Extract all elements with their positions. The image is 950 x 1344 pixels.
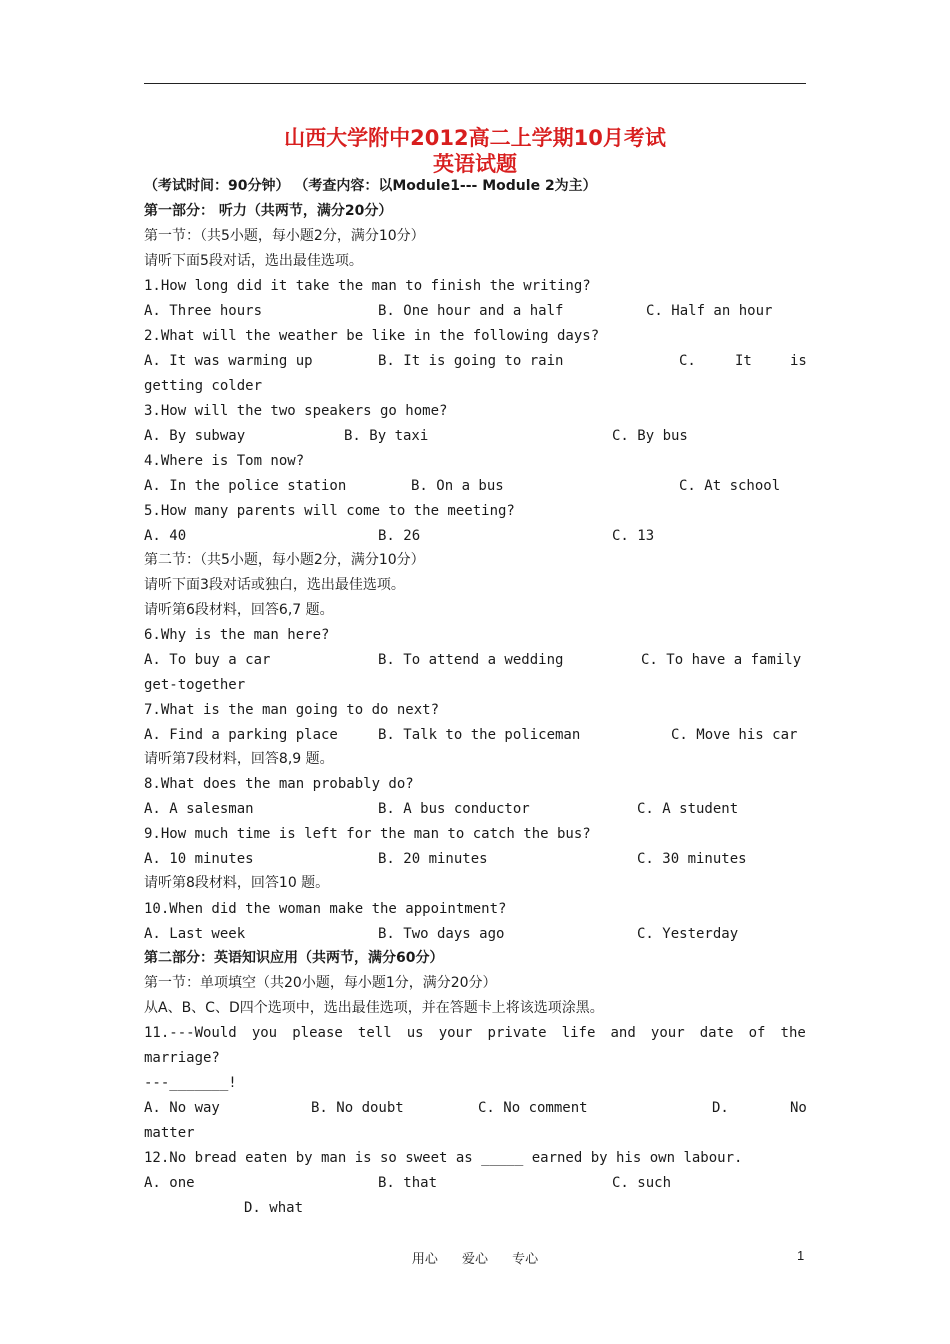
section1-instructions: 请听下面5段对话，选出最佳选项。 (144, 253, 363, 269)
q11-word: your (438, 1025, 473, 1041)
q12-option-c: C. such (612, 1175, 672, 1191)
question-10-stem: 10.When did the woman make the appointment? (144, 901, 507, 917)
section2-heading: 第二节：（共5小题，每小题2分，满分10分） (144, 552, 425, 568)
q8-option-a: A. A salesman (144, 801, 254, 817)
page-number: 1 (797, 1248, 805, 1263)
q9-option-a: A. 10 minutes (144, 851, 254, 867)
q3-option-b: B. By taxi (344, 428, 429, 444)
q3-option-c: C. By bus (612, 428, 688, 444)
q11-word: and (610, 1025, 636, 1041)
q8-option-b: B. A bus conductor (378, 801, 530, 817)
question-4-stem: 4.Where is Tom now? (144, 453, 305, 469)
question-12-stem: 12.No bread eaten by man is so sweet as _____ earned by his own labour. (144, 1150, 743, 1166)
question-1-stem: 1.How long did it take the man to finish the writing? (144, 278, 591, 294)
q4-option-c: C. At school (679, 478, 781, 494)
q10-option-b: B. Two days ago (378, 926, 505, 942)
material-8-instruction: 请听第8段材料，回答10 题。 (144, 875, 330, 891)
q2-option-c-word2: is (790, 353, 807, 369)
q11-answer-blank: ---_______! (144, 1075, 237, 1091)
q11-word: your (650, 1025, 685, 1041)
question-3-stem: 3.How will the two speakers go home? (144, 403, 448, 419)
q11-word: you (251, 1025, 278, 1041)
q11-option-c: C. No comment (478, 1100, 588, 1116)
q3-option-a: A. By subway (144, 428, 246, 444)
question-7-stem: 7.What is the man going to do next? (144, 702, 440, 718)
q8-option-c: C. A student (637, 801, 739, 817)
section1-heading: 第一节：（共5小题，每小题2分，满分10分） (144, 228, 425, 244)
q6-option-c: C. To have a family (641, 652, 802, 668)
q7-option-b: B. Talk to the policeman (378, 727, 581, 743)
q11-word: please (292, 1025, 343, 1041)
q2-option-c-continued: getting colder (144, 378, 263, 394)
subject-title: 英语试题 (433, 152, 517, 176)
q7-option-a: A. Find a parking place (144, 727, 338, 743)
q2-option-a: A. It was warming up (144, 353, 313, 369)
question-6-stem: 6.Why is the man here? (144, 627, 330, 643)
q12-option-a: A. one (144, 1175, 195, 1191)
header-rule (144, 83, 806, 84)
q11-word: private (487, 1025, 547, 1041)
question-8-stem: 8.What does the man probably do? (144, 776, 414, 792)
material-6-instruction: 请听第6段材料，回答6,7 题。 (144, 602, 334, 618)
q11-word: of (748, 1025, 766, 1041)
q9-option-b: B. 20 minutes (378, 851, 488, 867)
q2-option-c-word1: It (735, 353, 752, 369)
part1-heading: 第一部分： 听力（共两节，满分20分） (144, 203, 393, 219)
q11-word: life (561, 1025, 596, 1041)
question-2-stem: 2.What will the weather be like in the following days? (144, 328, 600, 344)
q11-stem-continued: marriage? (144, 1050, 220, 1066)
q1-option-b: B. One hour and a half (378, 303, 564, 319)
page-footer: 用心 爱心 专心 (411, 1252, 539, 1267)
q11-option-b: B. No doubt (311, 1100, 404, 1116)
q1-option-c: C. Half an hour (646, 303, 773, 319)
q11-option-d-continued: matter (144, 1125, 195, 1141)
q4-option-b: B. On a bus (411, 478, 504, 494)
part2-section1-instructions: 从A、B、C、D四个选项中，选出最佳选项，并在答题卡上将该选项涂黑。 (144, 1000, 604, 1016)
part2-heading: 第二部分：英语知识应用（共两节，满分60分） (144, 950, 444, 966)
part2-section1-heading: 第一节：单项填空（共20小题，每小题1分，满分20分） (144, 975, 497, 991)
q5-option-b: B. 26 (378, 528, 421, 544)
material-7-instruction: 请听第7段材料，回答8,9 题。 (144, 751, 334, 767)
q12-option-b: B. that (378, 1175, 438, 1191)
exam-title: 山西大学附中2012高二上学期10月考试 (284, 126, 666, 150)
q6-option-c-continued: get-together (144, 677, 246, 693)
question-9-stem: 9.How much time is left for the man to catch the bus? (144, 826, 591, 842)
q10-option-a: A. Last week (144, 926, 246, 942)
q5-option-a: A. 40 (144, 528, 187, 544)
q6-option-a: A. To buy a car (144, 652, 271, 668)
question-11-stem (144, 1021, 806, 1045)
q11-word: the (780, 1025, 806, 1041)
q2-option-c-label: C. (679, 353, 696, 369)
q6-option-b: B. To attend a wedding (378, 652, 564, 668)
q11-word: us (406, 1025, 424, 1041)
q4-option-a: A. In the police station (144, 478, 347, 494)
q1-option-a: A. Three hours (144, 303, 263, 319)
q11-option-d-label: D. (712, 1100, 729, 1116)
q12-option-d: D. what (244, 1200, 304, 1216)
q11-word: 11.---Would (144, 1025, 237, 1041)
q2-option-b: B. It is going to rain (378, 353, 564, 369)
section2-instructions: 请听下面3段对话或独白，选出最佳选项。 (144, 577, 405, 593)
q5-option-c: C. 13 (612, 528, 655, 544)
q11-word: date (699, 1025, 734, 1041)
q11-option-a: A. No way (144, 1100, 220, 1116)
q11-word: tell (357, 1025, 392, 1041)
q9-option-c: C. 30 minutes (637, 851, 747, 867)
q10-option-c: C. Yesterday (637, 926, 739, 942)
question-5-stem: 5.How many parents will come to the meeting? (144, 503, 515, 519)
exam-info: （考试时间：90分钟） （考查内容：以Module1--- Module 2为主） (144, 178, 597, 194)
q11-option-d-word: No (790, 1100, 807, 1116)
q7-option-c: C. Move his car (671, 727, 798, 743)
